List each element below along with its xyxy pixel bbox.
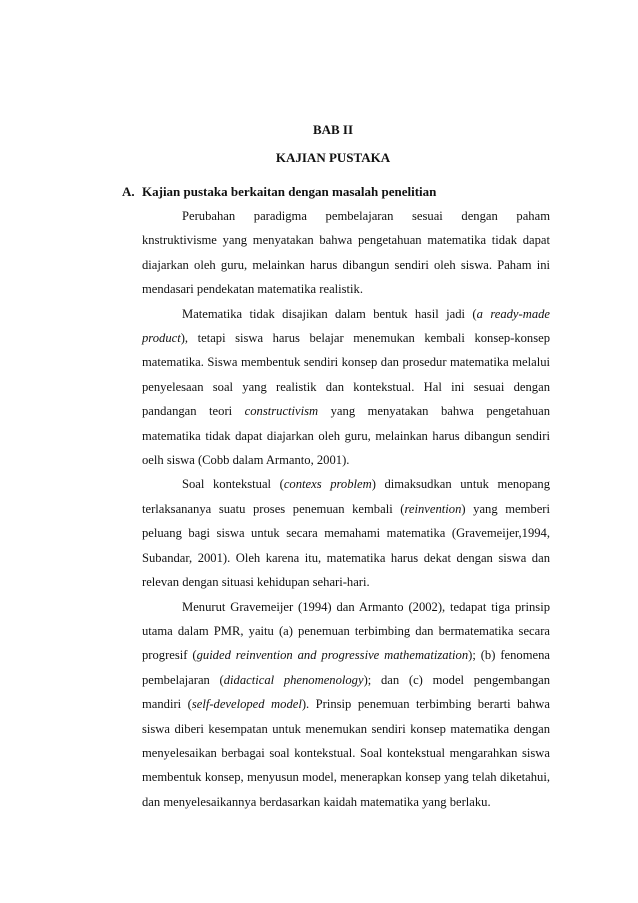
paragraph <box>142 204 550 302</box>
section-heading <box>122 184 436 200</box>
text-run: ). Prinsip penemuan terbimbing berarti bahwa siswa diberi kesempatan untuk menemukan sendiri konsep matematika dengan menyelesaikan berbagai soal kontekstual. Soal kontekstual mengarahkan siswa membentuk konsep, menyusun model, menerapkan konsep yang telah diketahui, dan menyelesaikannya berdasarkan kaidah matematika yang berlaku. <box>142 697 550 809</box>
text-run: ); dan (c) model pengembangan mandiri ( <box>142 672 551 712</box>
text-run: ), tetapi siswa harus belajar menemukan kembali konsep-konsep matematika. Siswa membentuk sendiri konsep dan prosedur matematika melalui penyelesaan soal yang realistik dan kontekstual. Hal ini sesuai dengan pandangan teori <box>142 331 550 419</box>
text-run: Matematika tidak disajikan dalam bentuk hasil jadi ( <box>182 306 477 321</box>
section-title: Kajian pustaka berkaitan dengan masalah penelitian <box>142 184 437 199</box>
italic-term: contexs problem <box>283 477 372 492</box>
italic-term: didactical phenomenology <box>223 672 364 687</box>
text-run: Perubahan paradigma pembelajaran sesuai dengan paham knstruktivisme yang menyatakan bahwa pengetahuan matematika tidak dapat diajarkan oleh guru, melainkan harus dibangun sendiri oleh siswa. Paham ini mendasari pendekatan matematika realistik. <box>142 209 550 297</box>
italic-term: constructivism <box>244 404 319 419</box>
text-run: ); (b) fenomena pembelajaran ( <box>142 648 550 687</box>
text-run: Soal kontekstual ( <box>182 477 284 492</box>
body-text <box>142 204 550 814</box>
paragraph <box>142 595 550 815</box>
chapter-label: BAB II <box>312 122 354 137</box>
text-run: yang menyatakan bahwa pengetahuan matematika tidak dapat diajarkan oleh guru, melainkan harus dibangun sendiri oelh siswa (Cobb dalam Armanto, 2001). <box>142 404 550 468</box>
chapter-title: KAJIAN PUSTAKA <box>275 150 391 165</box>
text-run: ) yang memberi peluang bagi siswa untuk secara memahami matematika (Gravemeijer,1994, Subandar, 2001). Oleh karena itu, matematika harus dekat dengan siswa dan relevan dengan situasi kehidupan sehari-hari. <box>142 501 550 590</box>
italic-term: self-developed model <box>191 697 302 712</box>
text-run: ) dimaksudkan untuk menopang terlaksananya suatu proses penemuan kembali ( <box>142 477 550 516</box>
paragraph <box>142 472 550 594</box>
italic-term: a ready-made product <box>142 306 550 346</box>
italic-term: guided reinvention and progressive mathematization <box>196 648 469 663</box>
paragraph <box>142 302 550 473</box>
italic-term: reinvention <box>404 501 462 516</box>
text-run: Menurut Gravemeijer (1994) dan Armanto (2002), tedapat tiga prinsip utama dalam PMR, yaitu (a) penemuan terbimbing dan bermatematika secara progresif ( <box>142 599 550 663</box>
section-letter: A. <box>122 184 135 199</box>
